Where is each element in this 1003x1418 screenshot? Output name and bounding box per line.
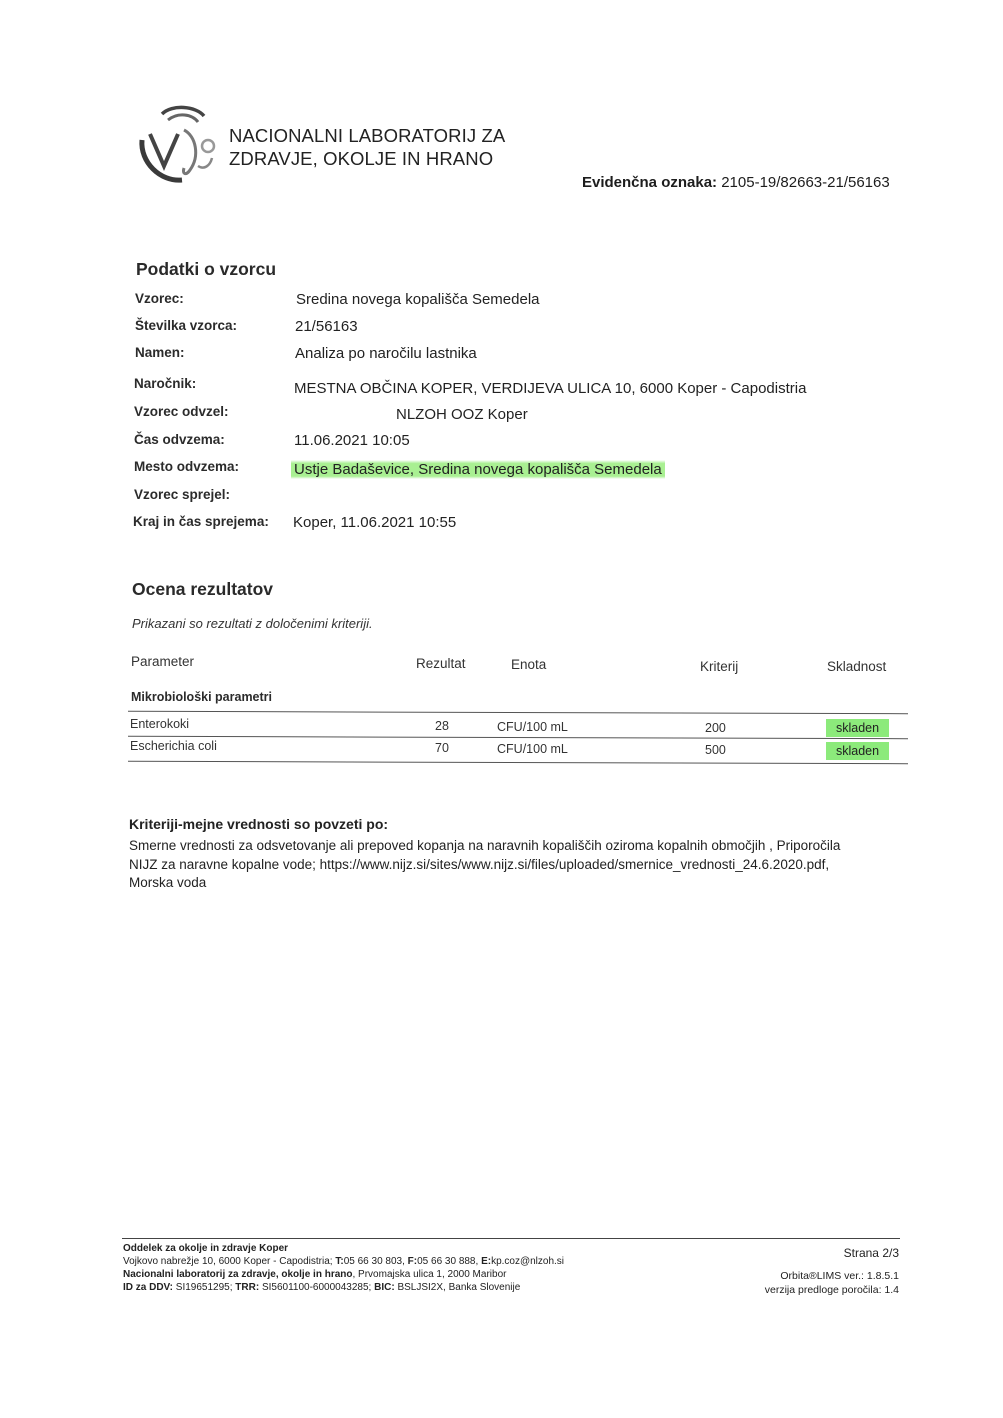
sampling-time-label: Čas odvzema: [134, 432, 225, 447]
footer-email-label: E: [481, 1256, 492, 1267]
criteria-line-1: Smerne vrednosti za odsvetovanje ali prepoved kopanja na naravnih kopališčih oziroma kopalnih območjih , Priporočila [129, 838, 841, 853]
row-criterion: 200 [705, 721, 726, 735]
footer-fax-label: F: [407, 1256, 418, 1267]
org-line-1: NACIONALNI LABORATORIJ ZA [229, 125, 506, 146]
purpose-value: Analiza po naročilu lastnika [295, 345, 477, 362]
client-value: MESTNA OBČINA KOPER, VERDIJEVA ULICA 10, 6000 Koper - Capodistria [294, 380, 807, 397]
col-compliance: Skladnost [827, 659, 887, 674]
reference-label: Evidenčna oznaka: [582, 174, 718, 191]
logo-mark-icon [138, 100, 220, 186]
col-result: Rezultat [416, 656, 466, 671]
group-heading: Mikrobiološki parametri [131, 690, 273, 704]
sample-label: Vzorec: [135, 291, 184, 306]
institute-logo [138, 100, 220, 186]
table-rule-bottom [128, 761, 908, 764]
footer-phone-label: T: [335, 1256, 344, 1267]
col-unit: Enota [511, 657, 547, 672]
org-line-2: ZDRAVJE, OKOLJE IN HRANO [229, 148, 494, 169]
reception-value: Koper, 11.06.2021 10:55 [293, 514, 457, 531]
row-result: 28 [435, 719, 449, 733]
sampled-by-value: NLZOH OOZ Koper [396, 406, 528, 423]
reference-number [582, 174, 890, 191]
sample-value: Sredina novega kopališča Semedela [296, 291, 540, 308]
compliance-badge: skladen [826, 719, 889, 737]
template-version: verzija predloge poročila: 1.4 [764, 1283, 899, 1296]
footer-rule [122, 1238, 900, 1239]
reception-label: Kraj in čas sprejema: [133, 514, 269, 529]
row-criterion: 500 [705, 743, 726, 757]
results-section-title: Ocena rezultatov [132, 579, 274, 599]
footer-fax: 05 66 30 888, [417, 1256, 482, 1267]
row-unit: CFU/100 mL [497, 720, 568, 734]
sampling-time-value: 11.06.2021 10:05 [294, 432, 410, 449]
footer-institution-address: , Prvomajska ulica 1, 2000 Maribor [352, 1269, 507, 1280]
table-rule-middle [128, 736, 908, 739]
page-number: Strana 2/3 [843, 1246, 899, 1260]
row-parameter: Escherichia coli [130, 739, 217, 753]
row-unit: CFU/100 mL [497, 742, 568, 756]
sampled-by-label: Vzorec odvzel: [134, 404, 229, 419]
footer-department: Oddelek za okolje in zdravje Koper [123, 1243, 289, 1254]
purpose-label: Namen: [135, 345, 185, 360]
criteria-line-2: NIJZ za naravne kopalne vode; https://www.nijz.si/sites/www.nijz.si/files/uploaded/smernice_vrednosti_24.6.2020.pdf, [129, 856, 830, 872]
footer-vat-label: ID za DDV: [123, 1282, 174, 1293]
row-parameter: Enterokoki [130, 717, 190, 731]
col-parameter: Parameter [131, 654, 195, 669]
footer-iban-label: TRR: [235, 1282, 260, 1293]
footer-iban: SI5601100-6000043285; [259, 1282, 375, 1293]
table-rule-top [128, 711, 908, 714]
criteria-line-3: Morska voda [129, 875, 207, 890]
footer-phone: 05 66 30 803, [343, 1256, 408, 1267]
sampling-location-value: Ustje Badaševice, Sredina novega kopališča Semedela [291, 460, 665, 479]
sample-number-value: 21/56163 [295, 318, 358, 335]
row-result: 70 [435, 741, 449, 755]
footer-bic: BSLJSI2X, Banka Slovenije [394, 1282, 521, 1293]
client-label: Naročnik: [134, 376, 197, 391]
footer-address: Vojkovo nabrežje 10, 6000 Koper - Capodistria; [123, 1256, 336, 1267]
footer-email: kp.coz@nlzoh.si [491, 1256, 565, 1267]
sample-section-title: Podatki o vzorcu [136, 259, 277, 279]
criteria-title: Kriteriji-mejne vrednosti so povzeti po: [129, 816, 389, 832]
footer-bic-label: BIC: [374, 1282, 395, 1293]
compliance-badge: skladen [826, 742, 889, 760]
sampling-location-label: Mesto odvzema: [134, 459, 240, 474]
organization-name [229, 124, 505, 170]
footer-right [765, 1270, 899, 1297]
lims-version: Orbita®LIMS ver.: 1.8.5.1 [780, 1270, 899, 1282]
footer-institution: Nacionalni laboratorij za zdravje, okolje in hrano [123, 1269, 353, 1280]
footer-left [123, 1242, 564, 1294]
sample-number-label: Številka vzorca: [135, 318, 238, 333]
received-by-label: Vzorec sprejel: [134, 487, 231, 502]
col-criterion: Kriterij [700, 659, 739, 674]
reference-value: 2105-19/82663-21/56163 [721, 174, 890, 191]
results-note: Prikazani so rezultati z določenimi kriteriji. [132, 616, 373, 631]
footer-vat: SI19651295; [173, 1282, 236, 1293]
criteria-text [129, 837, 909, 893]
